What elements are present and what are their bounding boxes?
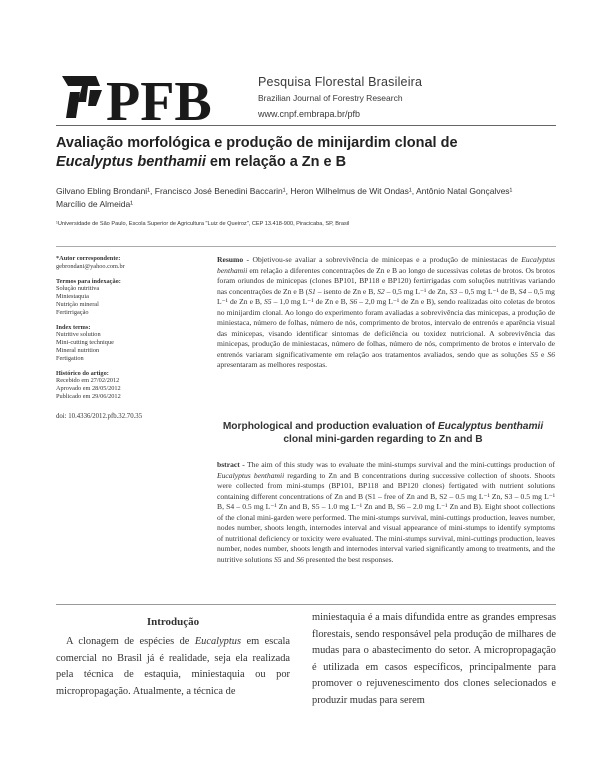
- term-pt: Miniestaquia: [56, 293, 89, 301]
- solution-label: S5: [530, 349, 538, 359]
- abstract-pt-species: Eucalyptus benthamii: [217, 255, 555, 275]
- doi[interactable]: doi: 10.4336/2012.pfb.32.70.35: [56, 412, 143, 420]
- history-item: Publicado em 29/06/2012: [56, 392, 121, 400]
- abstract-en-text: and: [281, 554, 297, 564]
- abstract-pt-text: – 2,0 mg L⁻¹ de Zn e B), sendo realizadas oito coletas de brotos no minijardim clonal. Ao longo do experimento foram avaliadas a sobrevivência das minicepas, a produção de miniestaca, número de folhas, número de nós, comprimento de brotos, intervalo de entrenós e aparência visual das minicepas, visando identificar sintomas de deficiência ou toxidez nutricional. A sobrevivência das minicepas, produção de miniestacas, número de folhas, número de nós, comprimento de brotos e intervalo de entrenós variaram significativamente em relação aos tratamentos avaliados, sendo que as soluções: [217, 297, 555, 359]
- english-title-line-2: clonal mini-garden regarding to Zn and B: [283, 434, 483, 445]
- corresponding-email[interactable]: gebrondani@yahoo.com.br: [56, 262, 125, 270]
- term-en: Fertigation: [56, 354, 84, 362]
- title-rest: em relação a Zn e B: [205, 154, 347, 170]
- english-title-species: Eucalyptus benthamii: [437, 421, 544, 432]
- solution-label: S6: [547, 349, 555, 359]
- abstract-pt-text: apresentaram as melhores respostas.: [217, 360, 328, 370]
- term-en: Nutritive solution: [56, 331, 101, 339]
- affiliation: ¹Universidade de São Paulo, Escola Superior de Agricultura "Luiz de Queiroz", CEP 13.418-900, Piracicaba, SP, Brasil: [56, 221, 350, 227]
- solution-label: S3: [449, 286, 458, 296]
- journal-title-en: Brazilian Journal of Forestry Research: [258, 93, 403, 103]
- abstract-en-species: Eucalyptus benthamii: [217, 470, 285, 480]
- intro-text: em escala comercial no Brasil já é realidade, seja ela realizada pela técnica de estaquia, miniestaquia ou por micropropagação. Atualmente, a técnica de: [56, 636, 290, 697]
- solution-label: S4: [518, 286, 527, 296]
- english-title: [200, 420, 566, 446]
- body-column-right: miniestaquia é a mais difundida entre as grandes empresas florestais, sendo responsável pela produção de milhares de mudas para o abastecimento do setor. A micropropagação é utilizada em casos específicos, principalmente para promover o rejuvenescimento dos clones selecionados e produzir mudas para serem: [312, 612, 556, 706]
- term-en: Mineral nutrition: [56, 346, 100, 354]
- section-heading-introduction: Introdução: [146, 616, 200, 628]
- solution-label: S5: [263, 297, 272, 307]
- abstract-english: [217, 460, 555, 565]
- article-title: [56, 134, 556, 172]
- abstract-portuguese: [217, 255, 555, 371]
- journal-url[interactable]: www.cnpf.embrapa.br/pfb: [258, 109, 361, 119]
- abstract-en-text: The aim of this study was to evaluate the mini-stumps survival and the mini-cuttings production of: [244, 460, 556, 469]
- solution-label: S1: [308, 286, 316, 296]
- abstract-pt-text: – 0,5 mg L⁻¹ de B,: [457, 286, 519, 296]
- authors-line-1: Gilvano Ebling Brondani¹, Francisco José Benedini Baccarin¹, Heron Wilhelmus de Wit Ondas¹, Antônio Natal Gonçalves¹: [56, 186, 513, 196]
- body-divider: [56, 604, 556, 605]
- solution-label: S6: [349, 297, 358, 307]
- abstract-pt-text: – 0,5 mg L⁻¹ de Zn e B,: [217, 286, 555, 307]
- history-label: Histórico do artigo:: [56, 369, 109, 377]
- journal-title-pt: Pesquisa Florestal Brasileira: [258, 75, 423, 89]
- body-column-left: [56, 614, 290, 700]
- index-terms-pt-label: Termos para indexação:: [56, 277, 121, 285]
- abstract-pt-text: Objetivou-se avaliar a sobrevivência de minicepas e a produção de miniestacas de: [249, 255, 522, 264]
- term-pt: Nutrição mineral: [56, 300, 99, 308]
- affiliation-divider: [56, 246, 556, 247]
- intro-paragraph: [56, 634, 290, 700]
- author-list: [56, 185, 556, 210]
- abstract-pt-label: Resumo -: [217, 255, 250, 264]
- abstract-en-text: regarding to Zn and B concentrations during successive collection of shoots. Shoots were collected from mini-stumps (BP101, BP118 and BP120 clones) fertigated with nutrient solutions containing different concentrations of Zn and B (S1 – free of Zn and B, S2 – 0.5 mg L⁻¹ Zn, S3 – 0.5 mg L⁻¹ B, S4 – 0.5 mg L⁻¹ Zn and B, S5 – 1.0 mg L⁻¹ Zn and B, S6 – 2.0 mg L⁻¹ Zn and B). Eight shoot collections of the clonal mini-garden were performed. The mini-stumps survival, mini-cuttings production, leaves number, nodes number, shoots length, internodes interval and visual appearance of mini-stumps to identify symptoms of nutritional deficiency or toxicity were evaluated. The mini-stumps survival, mini-cuttings production, leaves number, nodes number, shoots length and internodes interval varied significantly among to treatments, and the nutritive solutions: [217, 470, 555, 564]
- index-terms-en-label: Index terms:: [56, 323, 91, 331]
- abstract-pt-text: – 1,0 mg L⁻¹ de Zn e B,: [271, 297, 350, 307]
- header-divider: [56, 125, 556, 126]
- article-title-line-2: [56, 153, 556, 172]
- article-title-line-1: Avaliação morfológica e produção de minijardim clonal de: [56, 135, 458, 151]
- solution-label: S6: [296, 554, 304, 564]
- abstract-pt-text: – 0,5 mg L⁻¹ de Zn,: [384, 286, 450, 296]
- abstract-pt-text: em relação a diferentes concentrações de Zn e B ao longo de sucessivas coletas de brotos. Os brotos foram oriundos de minicepas (clones BP101, BP118 e BP120) fertirrigadas com soluções nutritivas variando nas concentrações de Zn e B (: [217, 265, 555, 296]
- journal-names: [258, 74, 422, 121]
- history-item: Recebido em 27/02/2012: [56, 377, 120, 385]
- term-pt: Solução nutritiva: [56, 285, 100, 293]
- abstract-pt-text: e: [538, 349, 548, 359]
- corresponding-author-label: *Autor correspondente:: [56, 255, 121, 262]
- solution-label: S2: [377, 286, 385, 296]
- english-title-line-1: [200, 420, 566, 433]
- abstract-en-text: presented the best responses.: [303, 554, 394, 564]
- term-pt: Fertirrigação: [56, 308, 89, 316]
- title-species: Eucalyptus benthamii: [56, 154, 206, 170]
- intro-species: Eucalyptus: [194, 636, 241, 647]
- pfb-logo: [60, 72, 248, 124]
- term-en: Mini-cutting technique: [56, 339, 114, 347]
- article-sidebar: [56, 255, 206, 421]
- solution-label: S5: [273, 554, 282, 564]
- logo-text: PFB: [106, 72, 212, 124]
- authors-line-2: Marcílio de Almeida¹: [56, 198, 134, 209]
- abstract-pt-text: – isento de Zn e B,: [315, 286, 378, 296]
- journal-header: [56, 66, 556, 126]
- abstract-en-label: bstract -: [217, 460, 245, 469]
- english-title-text: Morphological and production evaluation of: [222, 421, 438, 432]
- intro-text: A clonagem de espécies de: [66, 636, 195, 647]
- history-item: Aprovado em 28/05/2012: [56, 385, 121, 393]
